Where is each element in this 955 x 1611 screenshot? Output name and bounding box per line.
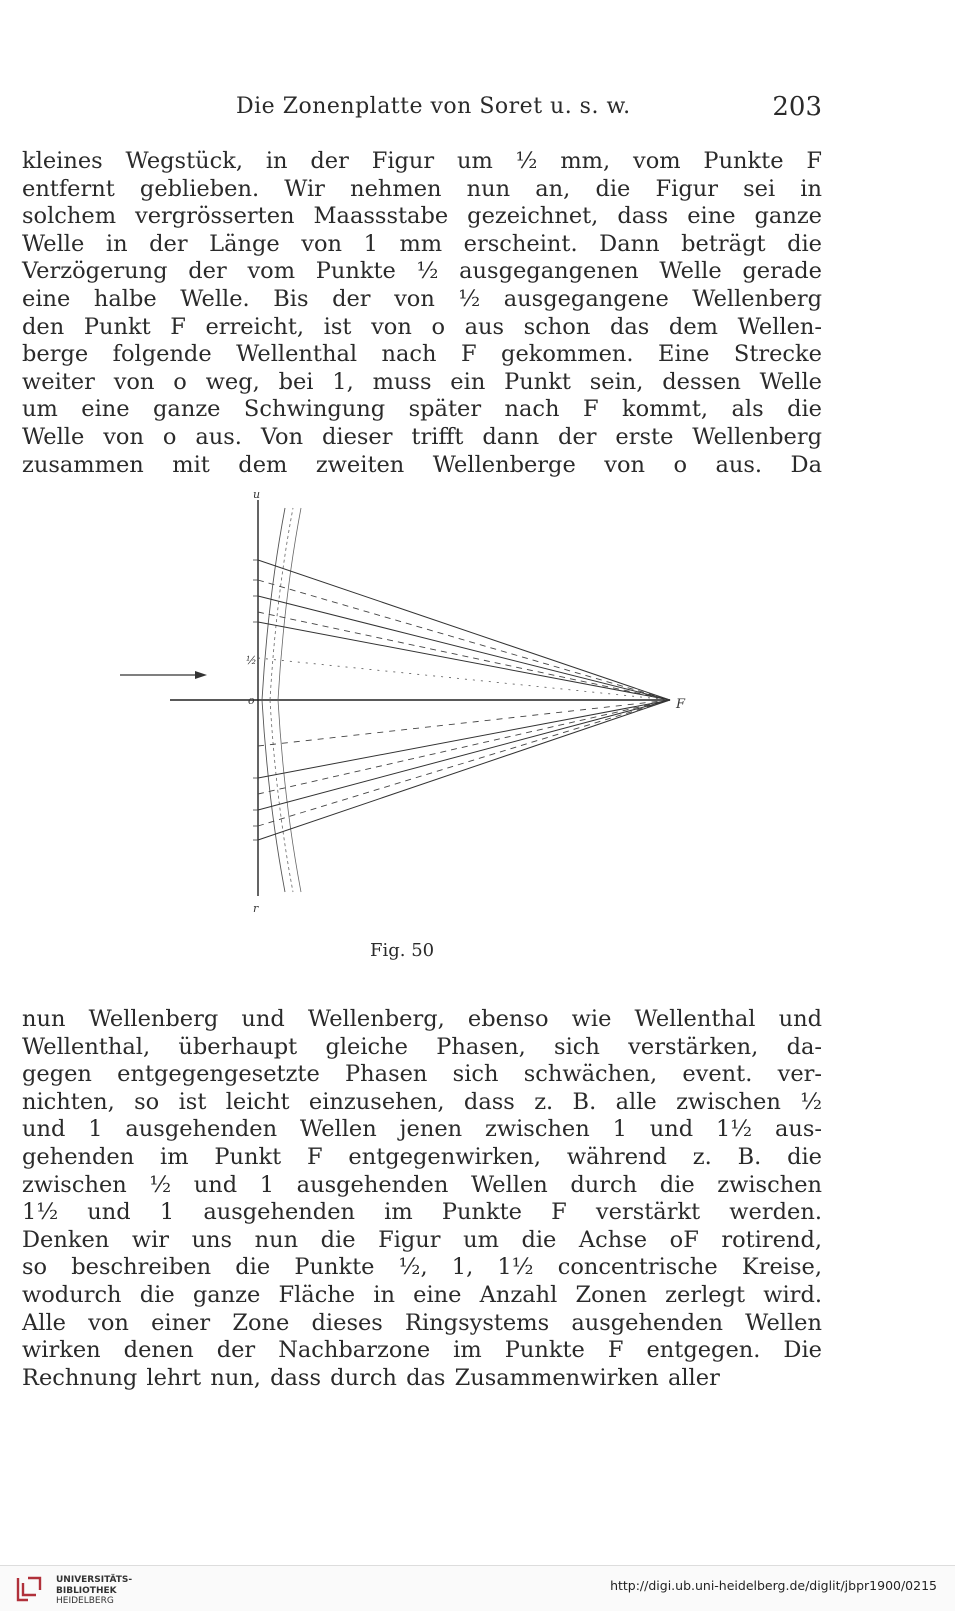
ray-line (258, 622, 670, 700)
text-line: eine halbe Welle. Bis der von ½ ausgegangene Wellenberg (22, 285, 822, 312)
text-line: so beschreiben die Punkte ½, 1, 1½ concentrische Kreise, (22, 1254, 822, 1281)
footer-bar (0, 1565, 955, 1611)
text-block-top (22, 148, 822, 479)
figure-caption: Fig. 50 (370, 940, 435, 961)
text-line: gegen entgegengesetzte Phasen sich schwächen, event. ver- (22, 1061, 822, 1088)
text-line: nichten, so ist leicht einzusehen, dass z. B. alle zwischen ½ (22, 1088, 822, 1115)
library-name (56, 1575, 132, 1607)
label-half: ½ (246, 654, 257, 667)
text-line: weiter von o weg, bei 1, muss ein Punkt sein, dessen Welle (22, 368, 822, 395)
text-line: 1½ und 1 ausgehenden im Punkte F verstärkt werden. (22, 1199, 822, 1226)
text-line: Wellenthal, überhaupt gleiche Phasen, sich verstärken, da- (22, 1033, 822, 1060)
wavefront-arc (278, 700, 301, 892)
text-line: kleines Wegstück, in der Figur um ½ mm, vom Punkte F (22, 148, 822, 174)
text-line: Welle in der Länge von 1 mm erscheint. Dann beträgt die (22, 230, 822, 257)
library-line: UNIVERSITÄTS- (56, 1575, 133, 1585)
wavefront-arc (270, 700, 293, 892)
text-line: solchem vergrösserten Maassstabe gezeichnet, dass eine ganze (22, 203, 822, 230)
text-line: berge folgende Wellenthal nach F gekommen. Eine Strecke (22, 341, 822, 368)
label-o: o (248, 694, 255, 707)
text-line: Verzögerung der vom Punkte ½ ausgegangenen Welle gerade (22, 258, 822, 285)
source-url[interactable]: http://digi.ub.uni-heidelberg.de/diglit/jbpr1900/0215 (610, 1578, 937, 1593)
wavefront-arc (262, 508, 285, 700)
zone-plate-diagram (110, 488, 730, 928)
text-line: entfernt geblieben. Wir nehmen nun an, die Figur sei in (22, 175, 822, 202)
text-line: Rechnung lehrt nun, dass durch das Zusammenwirken aller (22, 1364, 720, 1391)
text-line: den Punkt F erreicht, ist von o aus schon das dem Wellen- (22, 313, 822, 340)
page-number: 203 (772, 92, 822, 122)
text-line: und 1 ausgehenden Wellen jenen zwischen 1 und 1½ aus- (22, 1116, 822, 1143)
library-logo-icon (12, 1574, 46, 1604)
text-line: um eine ganze Schwingung später nach F kommt, als die (22, 396, 822, 423)
ray-line (258, 700, 670, 810)
label-F: F (676, 697, 686, 712)
ray-line (258, 560, 670, 700)
page-header (22, 92, 822, 128)
ray-line (258, 700, 670, 794)
text-line: zwischen ½ und 1 ausgehenden Wellen durch die zwischen (22, 1171, 822, 1198)
text-line: wirken denen der Nachbarzone im Punkte F entgegen. Die (22, 1337, 822, 1364)
label-top: u (253, 488, 261, 501)
text-line: Welle von o aus. Von dieser trifft dann der erste Wellenberg (22, 423, 822, 450)
ray-line (258, 612, 670, 700)
wavefront-arc (262, 700, 285, 892)
ray-line (258, 596, 670, 700)
text-block-bottom (22, 1006, 822, 1392)
text-line: Alle von einer Zone dieses Ringsystems ausgehenden Wellen (22, 1309, 822, 1336)
text-line: wodurch die ganze Fläche in eine Anzahl Zonen zerlegt wird. (22, 1281, 822, 1308)
library-line: HEIDELBERG (56, 1596, 114, 1606)
arrow-head-icon (195, 671, 207, 679)
text-line: gehenden im Punkt F entgegenwirken, während z. B. die (22, 1143, 822, 1170)
library-line: BIBLIOTHEK (56, 1585, 117, 1596)
text-line: nun Wellenberg und Wellenberg, ebenso wie Wellenthal und (22, 1006, 822, 1032)
text-line: Denken wir uns nun die Figur um die Achse oF rotirend, (22, 1226, 822, 1253)
ray-line (258, 580, 670, 700)
running-title: Die Zonenplatte von Soret u. s. w. (236, 94, 631, 119)
label-bottom: r (253, 902, 259, 915)
ray-line (258, 700, 670, 840)
text-line: zusammen mit dem zweiten Wellenberge von o aus. Da (22, 451, 822, 478)
ray-line (258, 700, 670, 826)
